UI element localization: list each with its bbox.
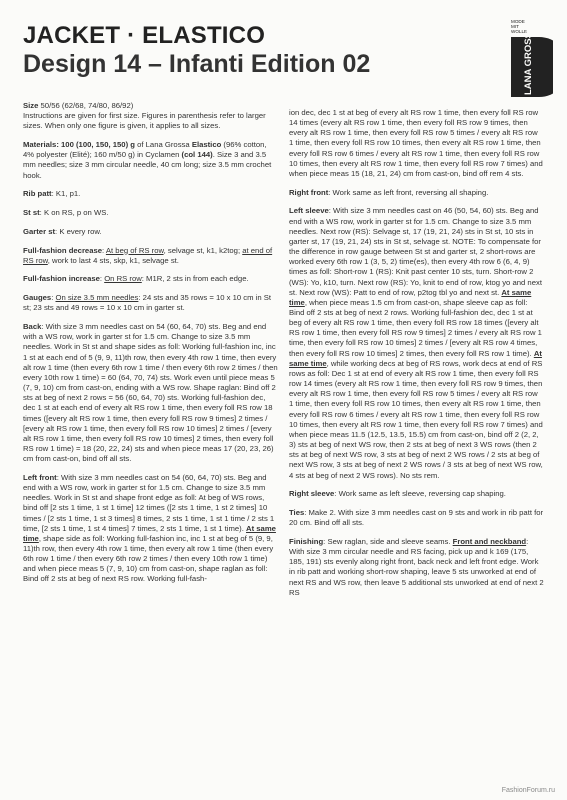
logo-small-text-1: MODE: [511, 19, 525, 24]
text-segment: On size 3.5 mm needles: [55, 293, 139, 303]
text-segment: St st: [23, 208, 40, 218]
left_column-paragraph: [23, 101, 278, 131]
text-segment: :: [51, 293, 56, 303]
text-segment: At same time: [289, 348, 542, 368]
text-segment: , selvage st, k1, k2tog;: [163, 245, 243, 255]
text-segment: :: [99, 274, 105, 284]
text-segment: :: [102, 245, 106, 255]
lana-grossa-logo-graphic: [509, 18, 553, 98]
text-segment: : With size 3 mm needles cast on 54 (60, 64, 70) sts. Beg and end with a WS row, work in garter st for 1.5 cm. Change to size 3.5 mm needles. Work in St st and shape sides as foll: Working full-fashion inc, inc 1 st at each end of 5 (9, 9, 11)th row, then every 4th row 1 time, then every alt row 1 time (then every 6th row 1 time / then every 6th row 2 times / then every 10th row 1 time) = 60 (64, 70, 74) sts. Work even until piece meas 5 (7, 9, 10) cm from cast-on, ending with a WS row. Shape raglan: Bind off 2 sts at beg of next 2 rows = 56 (60, 64, 70) sts. Working full-fashion dec, dec 1 st at each end of every alt RS row 1 time, then every foll RS row 18 times ([every alt RS row 1 time, then every foll RS row 9 times] 2 times / [every alt RS row 1 time, then every foll RS row 10 times] 2 times / [every alt RS row 1 time, then every foll RS row 10 times] 2 times, then every foll RS row 1 time) = 18 (20, 22, 24) sts and when piece meas 17 (20, 23, 26) cm from cast-on, bind off all sts.: [23, 322, 278, 464]
text-segment: Back: [23, 322, 42, 332]
text-segment: of Lana Grossa: [134, 140, 192, 150]
text-segment: : With size 3 mm needles cast on 54 (60, 64, 70) sts. Beg and end with a WS row, work in garter st for 1.5 cm. Change to size 3.5 mm needles. Work in St st and shape front edge as foll: At beg of WS rows, bind off [2 sts 1 time, 1 st 1 time] 12 times ([2 sts 1 time, 1 st 2 times] 10 times / [2 sts 1 time, 1 st 3 times] 8 times, 2 sts 1 time, 1 st 1 time / 2 sts 1 time, [2 sts 1 time, 1 st 4 times] 7 times, 2 sts 1 time, 1 st 1 time).: [23, 472, 275, 533]
text-segment: ion dec, dec 1 st at beg of every alt RS row 1 time, then every foll RS row 14 times (every alt RS row 1 time, then every foll RS row 9 times, then every alt RS row 1 time, then every foll RS row 5 times / every alt RS row 1 time, then every foll RS row 10 times, then every alt RS row 1 time, then every foll RS row 6 times / every alt RS row 1 time, then every foll RS row 10 times, then every alt RS row 1 time, then every foll RS row 7 times) and when piece meas 15 (18, 21, 24) cm from cast-on, bind off rem 4 sts.: [289, 108, 543, 178]
logo-brand-text: LANA GROSSA: [523, 25, 534, 95]
left_column-paragraph: [23, 208, 278, 218]
text-segment: At same time: [289, 287, 532, 307]
right_column-paragraph: [289, 489, 544, 499]
text-segment: 50/56 (62/68, 74/80, 86/92) Instructions are given for first size. Figures in parenthesis refer to larger sizes. When only one figure is given, it applies to all sizes.: [23, 101, 266, 131]
text-segment: (96% cotton, 4% polyester (Elité); 160 m/50 g) in Cyclamen: [23, 140, 267, 160]
text-segment: , when piece meas 1.5 cm from cast-on, shape sleeve cap as foll: Bind off 2 sts at beg of next 2 rows. Working full-fashion dec, dec 1 st at beg of every alt RS row 1 time, then every foll RS row 18 times ([every alt RS row 1 time, then every foll RS row 9 times] 2 times / every alt RS row 1 time, then every foll RS row 10 times] 2 times / [every alt RS row 4 times, then every foll RS row 10 times] 2 times, then every foll RS row 1 time).: [289, 297, 542, 358]
pattern-subtitle: Design 14 – Infanti Edition 02: [23, 50, 371, 78]
text-segment: : Sew raglan, side and sleeve seams.: [323, 536, 453, 546]
text-segment: : K on RS, p on WS.: [39, 208, 109, 218]
text-segment: Garter st: [23, 226, 56, 236]
pattern-title: JACKET · ELASTICO: [23, 22, 266, 49]
left_column-paragraph: [23, 473, 278, 585]
text-segment: Right sleeve: [289, 489, 335, 499]
left_column-paragraph: [23, 189, 278, 199]
logo-small-text-2: MIT: [511, 24, 519, 29]
text-segment: Gauges: [23, 293, 52, 303]
logo-small-text-3: WOLLE: [511, 29, 528, 34]
text-segment: Materials: 100 (100, 150, 150) g: [23, 140, 135, 150]
text-segment: On RS row: [104, 274, 142, 284]
text-segment: , while working decs at beg of RS rows, work decs at end of RS rows as foll: Dec 1 st at end of every alt RS row 1 time, then every foll RS row 14 times (every alt RS row 1 time, then every foll RS row 9 times, then every alt RS row 1 time, then every foll RS row 5 times / every alt RS row 1 time, then every foll RS row 10 times, then every alt RS row 1 time, then every foll RS row 6 times / every alt RS row 1 time, then every foll RS row 10 times, then every alt RS row 1 time, then every foll RS row 7 times) and when piece meas 11.5 (12.5, 13.5, 15.5) cm from cast-on, bind off 2 (2, 2, 3) sts at beg of next WS row, then 2 sts at beg of next 3 WS rows (then 2 sts at beg of next WS row, 3 sts at beg of next 2 WS rows / 2 sts at beg of next WS row, 3 sts at beg of next 2 WS rows / 3 sts at beg of next WS row, 4 sts at beg of next 2 WS rows). No sts rem.: [289, 358, 543, 480]
text-segment: : K1, p1.: [51, 189, 81, 199]
text-segment: At same time: [23, 523, 276, 543]
left_column-paragraph: [23, 246, 278, 266]
left-instructions-column: [23, 101, 278, 593]
text-segment: , shape side as foll: Working full-fashion inc, inc 1 st at beg of 5 (9, 9, 11)th row, then every 4th row 1 time, then every alt row 1 time (then every 6th row 1 time / then every 6th row 2 times / then every 10th row 1 time) and when piece meas 5 (7, 9, 10) cm from cast-on, shape raglan as foll: Bind off 2 sts at beg of next RS row. Working full-fash-: [23, 533, 274, 584]
text-segment: : With size 3 mm needles cast on 46 (50, 54, 60) sts. Beg and end with a WS row, work in garter st for 1.5 cm. Change to size 3.5 mm needles. Next row (RS): Selvage st, 17 (19, 21, 24) sts in St st, 10 sts in garter st, 17 (19, 21, 24) sts in St st, selvage st. NOTE: To compensate for the difference in row gauge between St st and garter st, 2 short-rows are worked every 6th row 1 (3, 5, 2) time(es), then every 4th row 6 (6, 4, 9) times as foll: Short-row 1 (RS): Knit past center 10 sts, turn. Short-row 2 (WS): Yo, k10, turn. Next row (RS): Yo, knit to end of row, ktog yo and next st. Next row (WS): Patt to end of row, p2tog tbl yo and next st.: [289, 206, 542, 297]
left_column-paragraph: [23, 140, 278, 181]
text-segment: : 24 sts and 35 rows = 10 x 10 cm in St st; 23 sts and 49 rows = 10 x 10 cm in garter st.: [23, 293, 272, 313]
right-instructions-column: [289, 108, 544, 606]
text-segment: : With size 3 mm circular needle and RS facing, pick up and k 169 (175, 185, 191) sts evenly along right front, back neck and left front edge. Work in rib patt and working short-row shaping, leave 5 sts unworked at end of next RS and WS row, then leave 5 additional sts unworked at end of next 2 RS: [289, 536, 544, 597]
right_column-paragraph: [289, 188, 544, 198]
text-segment: : Work same as left sleeve, reversing cap shaping.: [334, 489, 506, 499]
text-segment: Size: [23, 101, 39, 110]
text-segment: Full-fashion increase: [23, 274, 100, 284]
left_column-paragraph: [23, 274, 278, 284]
source-watermark: FashionForum.ru: [501, 787, 555, 794]
right_column-paragraph: [289, 537, 544, 598]
text-segment: : Make 2. With size 3 mm needles cast on 9 sts and work in rib patt for 20 cm. Bind off all sts.: [289, 508, 544, 528]
text-segment: (col 144): [181, 150, 213, 160]
text-segment: Left front: [23, 472, 57, 482]
text-segment: at end of RS row: [23, 245, 273, 265]
text-segment: : Work same as left front, reversing all shaping.: [328, 187, 489, 197]
right_column-paragraph: [289, 108, 544, 179]
text-segment: Ties: [289, 508, 305, 517]
text-segment: Finishing: [289, 536, 324, 546]
text-segment: Rib patt: [23, 189, 52, 199]
left_column-paragraph: [23, 227, 278, 237]
text-segment: : K every row.: [55, 226, 102, 236]
right_column-paragraph: [289, 206, 544, 480]
right_column-paragraph: [289, 508, 544, 528]
text-segment: At beg of RS row: [105, 245, 164, 255]
text-segment: Elastico: [191, 140, 222, 150]
text-segment: Right front: [289, 187, 329, 197]
text-segment: Front and neckband: [452, 536, 527, 546]
left_column-paragraph: [23, 322, 278, 464]
text-segment: . Size 3 and 3.5 mm needles; size 3 mm circular needle, 40 cm long; size 3.5 mm crochet hook.: [23, 150, 272, 180]
lana-grossa-logo: [509, 18, 553, 98]
text-segment: : M1R, 2 sts in from each edge.: [141, 274, 249, 284]
text-segment: Left sleeve: [289, 206, 329, 216]
left_column-paragraph: [23, 293, 278, 313]
text-segment: , work to last 4 sts, skp, k1, selvage st.: [47, 255, 179, 265]
text-segment: Full-fashion decrease: [23, 245, 103, 255]
